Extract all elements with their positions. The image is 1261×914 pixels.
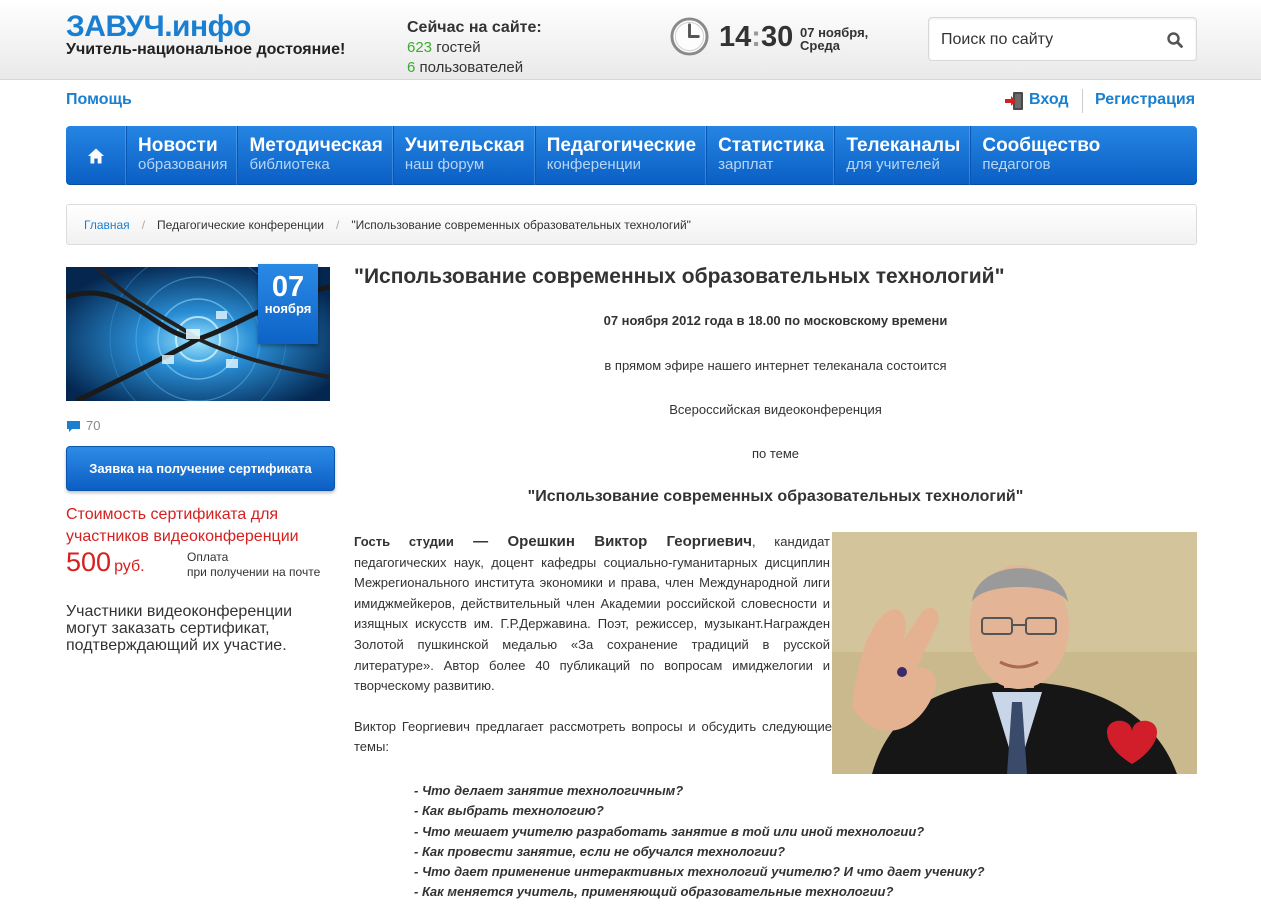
payment-note-line2: при получении на почте [187, 565, 321, 579]
nav-forum-title: Учительская [404, 135, 525, 156]
payment-note [187, 550, 320, 580]
guest-label: Гость студии [354, 534, 454, 549]
users-line [407, 58, 542, 78]
nav-statistics-subtitle: зарплат [718, 156, 774, 173]
nav-conferences-subtitle: конференции [546, 156, 642, 173]
nav-forum[interactable] [394, 126, 536, 185]
current-date [800, 26, 868, 52]
topics-list [414, 781, 985, 903]
article-title: "Использование современных образовательных технологий" [354, 265, 1005, 288]
nav-news[interactable] [127, 126, 238, 185]
nav-statistics-title: Статистика [718, 135, 825, 156]
users-count: 6 [407, 59, 416, 76]
nav-forum-subtitle: наш форум [404, 156, 485, 173]
site-header [0, 0, 1261, 80]
badge-month: ноября [264, 301, 312, 316]
conference-datetime: 07 ноября 2012 года в 18.00 по московскому времени [603, 313, 948, 328]
nav-tv-channels-title: Телеканалы [846, 135, 961, 156]
nav-statistics[interactable] [707, 126, 835, 185]
breadcrumb-separator: / [141, 218, 146, 232]
nav-news-subtitle: образования [138, 156, 228, 173]
guest-bio: , кандидат педагогических наук, доцент кафедры социально-гуманитарных дисциплин Межрегионального института экономики и права, член Международной лиги имиджмейкеров, действительный член Академии российской словесности и изящных искусств им. Г.Р.Державина. Поэт, режиссер, музыкант.Награжден Золотой пушкинской медалью «За сохранение традиций в русской литературе». Автор более 40 публикаций по вопросам имиджелогии и творческому развитию. [354, 534, 830, 694]
breadcrumb-section[interactable]: Педагогические конференции [157, 218, 324, 232]
badge-day: 07 [271, 271, 305, 303]
breadcrumb-separator: / [335, 218, 340, 232]
list-item: - Как провести занятие, если не обучался технологии? [414, 843, 786, 859]
main-nav [66, 126, 1197, 185]
current-time [719, 20, 793, 54]
list-item: - Как меняется учитель, применяющий образовательные технологии? [414, 884, 894, 900]
list-item: - Что дает применение интерактивных технологий учителю? И что дает ученику? [414, 864, 985, 880]
nav-conferences[interactable] [536, 126, 707, 185]
help-link[interactable]: Помощь [66, 91, 132, 108]
nav-news-title: Новости [138, 135, 218, 156]
certificate-request-button[interactable]: Заявка на получение сертификата [66, 446, 335, 491]
register-link[interactable]: Регистрация [1095, 91, 1196, 108]
conference-type: Всероссийская видеоконференция [669, 402, 882, 417]
comment-icon [66, 420, 81, 433]
nav-community[interactable] [971, 126, 1110, 185]
list-item: - Что делает занятие технологичным? [414, 783, 684, 798]
nav-home[interactable] [66, 126, 127, 185]
userbar-divider [1082, 89, 1083, 113]
login-icon[interactable] [1004, 91, 1024, 111]
site-logo[interactable]: ЗАВУЧ.инфо [66, 10, 251, 43]
breadcrumb-current: "Использование современных образовательных технологий" [351, 218, 691, 232]
comments-count: 70 [86, 418, 101, 433]
time-minutes: 30 [760, 21, 794, 53]
home-icon[interactable] [87, 147, 105, 165]
list-item: - Как выбрать технологию? [414, 803, 604, 819]
price-value: 500 [66, 547, 112, 577]
site-slogan: Учитель-национальное достояние! [66, 41, 346, 58]
payment-note-line1: Оплата [187, 550, 229, 564]
price-currency: руб. [114, 558, 145, 575]
date-badge [258, 264, 318, 344]
conference-topic: "Использование современных образовательных технологий" [527, 488, 1024, 505]
time-separator: : [751, 21, 761, 53]
breadcrumb [66, 204, 1197, 245]
guests-line [407, 38, 542, 58]
online-title: Сейчас на сайте: [407, 19, 542, 36]
online-stats [407, 18, 542, 78]
search-icon[interactable] [1166, 31, 1184, 49]
nav-conferences-title: Педагогические [546, 135, 697, 156]
guests-count: 623 [407, 39, 433, 56]
users-label: пользователей [419, 59, 524, 76]
participants-note: Участники видеоконференции могут заказать сертификат, подтверждающий их участие. [66, 603, 293, 654]
certificate-price [66, 547, 145, 578]
nav-library-title: Методическая [249, 135, 383, 156]
list-item: - Что мешает учителю разработать занятие в той или иной технологии? [414, 823, 925, 839]
nav-tv-channels[interactable] [835, 126, 971, 185]
guests-label: гостей [436, 39, 481, 56]
date-weekday: Среда [800, 38, 841, 53]
guest-name: Орешкин Виктор Георгиевич [507, 533, 752, 550]
nav-community-title: Сообщество [982, 135, 1101, 156]
breadcrumb-home[interactable]: Главная [84, 218, 130, 232]
time-hours: 14 [719, 21, 752, 53]
search-box [928, 17, 1197, 61]
date-day-month: 07 ноября, [800, 25, 869, 40]
nav-library-subtitle: библиотека [249, 156, 330, 173]
guest-photo [832, 532, 1197, 774]
guest-dash: — [453, 533, 508, 550]
search-input[interactable] [941, 28, 1156, 52]
topic-label: по теме [751, 446, 800, 461]
nav-community-subtitle: педагогов [982, 156, 1051, 173]
nav-library[interactable] [238, 126, 393, 185]
nav-tv-channels-subtitle: для учителей [846, 156, 940, 173]
offer-paragraph: Виктор Георгиевич предлагает рассмотреть вопросы и обсудить следующие темы: [354, 719, 832, 754]
broadcast-note: в прямом эфире нашего интернет телеканала состоится [604, 358, 947, 373]
clock-icon [670, 17, 709, 56]
certificate-cost-title: Стоимость сертификата для участников видеоконференции [66, 506, 299, 545]
login-link[interactable]: Вход [1029, 91, 1069, 108]
